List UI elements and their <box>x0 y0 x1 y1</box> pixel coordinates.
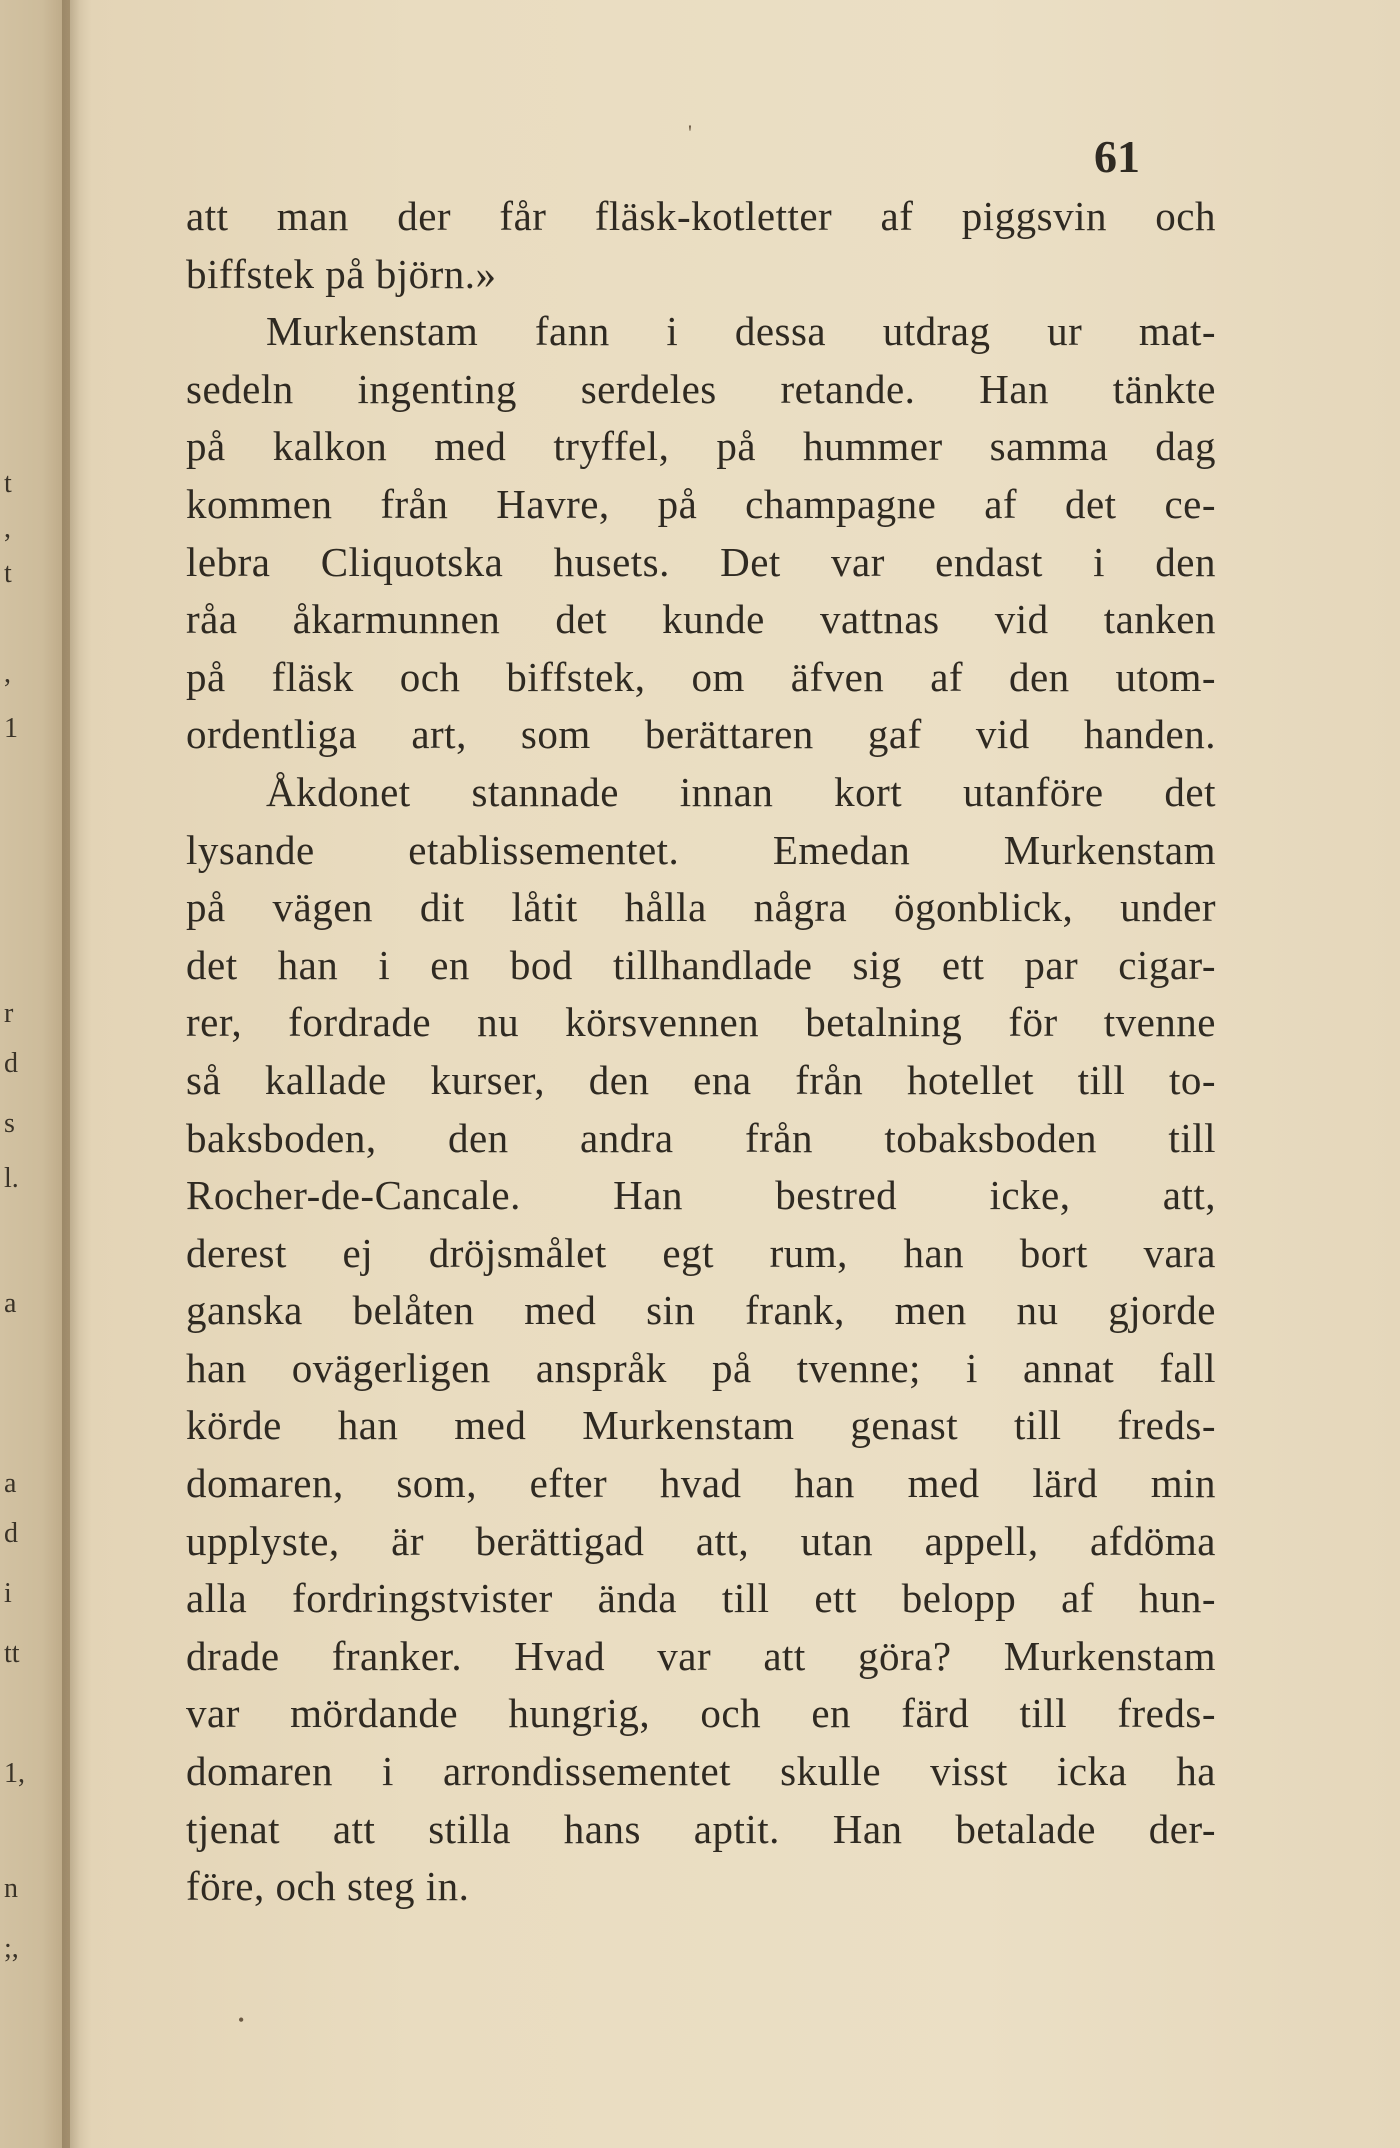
text-line: domaren i arrondissementet skulle visst icka ha <box>186 1748 1216 1795</box>
edge-fragment: t <box>4 558 12 589</box>
text-line: körde han med Murkenstam genast till freds- <box>186 1402 1216 1449</box>
edge-fragment: 1 <box>4 713 18 744</box>
text-line: Åkdonet stannade innan kort utanföre det <box>266 768 1216 815</box>
edge-fragment: s <box>4 1108 15 1139</box>
text-line: lysande etablissementet. Emedan Murkenstam <box>186 826 1216 873</box>
text-line: drade franker. Hvad var att göra? Murkenstam <box>186 1632 1216 1679</box>
edge-fragment: r <box>4 998 14 1029</box>
text-line: det han i en bod tillhandlade sig ett par cigar- <box>186 941 1216 988</box>
text-line: så kallade kurser, den ena från hotellet till to- <box>186 1056 1216 1103</box>
text-line: råa åkarmunnen det kunde vattnas vid tanken <box>186 596 1216 643</box>
text-line: han ovägerligen anspråk på tvenne; i annat fall <box>186 1344 1216 1391</box>
edge-fragment: d <box>4 1048 18 1079</box>
edge-fragment: i <box>4 1578 12 1609</box>
paper-speck: ' <box>688 120 692 145</box>
text-line: att man der får fläsk-kotletter af piggsvin och <box>186 193 1216 239</box>
edge-fragment: l. <box>4 1163 19 1194</box>
edge-fragment: t <box>4 468 12 499</box>
edge-fragment: n <box>4 1873 18 1904</box>
text-line: kommen från Havre, på champagne af det ce- <box>186 480 1216 527</box>
text-line: ganska belåten med sin frank, men nu gjorde <box>186 1287 1216 1334</box>
gutter-shadow <box>62 0 92 2148</box>
text-line: på vägen dit låtit hålla några ögonblick, under <box>186 884 1216 931</box>
edge-fragment: a <box>4 1288 17 1319</box>
text-line: Murkenstam fann i dessa utdrag ur mat- <box>266 308 1216 355</box>
text-line: på fläsk och biffstek, om äfven af den utom- <box>186 653 1216 700</box>
text-line: alla fordringstvister ända till ett belopp af hun- <box>186 1575 1216 1622</box>
text-line: domaren, som, efter hvad han med lärd min <box>186 1460 1216 1507</box>
text-line: ordentliga art, som berättaren gaf vid handen. <box>186 711 1216 758</box>
text-line: var mördande hungrig, och en färd till freds- <box>186 1690 1216 1737</box>
edge-fragment: tt <box>4 1638 20 1669</box>
text-line: Rocher-de-Cancale. Han bestred icke, att, <box>186 1172 1216 1219</box>
text-line: lebra Cliquotska husets. Det var endast i den <box>186 538 1216 585</box>
text-line: biffstek på björn.» <box>186 250 497 297</box>
text-line: upplyste, är berättigad att, utan appell, afdöma <box>186 1517 1216 1564</box>
text-line: på kalkon med tryffel, på hummer samma dag <box>186 423 1216 470</box>
text-line: sedeln ingenting serdeles retande. Han tänkte <box>186 365 1216 412</box>
text-line: tjenat att stilla hans aptit. Han betalade der- <box>186 1805 1216 1852</box>
text-line: rer, fordrade nu körsvennen betalning för tvenne <box>186 999 1216 1046</box>
text-line: baksboden, den andra från tobaksboden till <box>186 1114 1216 1161</box>
edge-fragment: 1, <box>4 1758 25 1789</box>
paper-speck: • <box>238 2010 245 2030</box>
edge-fragment: , <box>4 513 11 544</box>
edge-fragment: ;, <box>4 1933 19 1964</box>
text-line: före, och steg in. <box>186 1863 470 1910</box>
edge-fragment: , <box>4 658 11 689</box>
body-text <box>186 188 1216 1916</box>
page-number: 61 <box>1094 131 1140 182</box>
facing-page-edge <box>0 0 70 2148</box>
edge-fragment: d <box>4 1518 18 1549</box>
edge-fragment: a <box>4 1468 17 1499</box>
text-line: derest ej dröjsmålet egt rum, han bort vara <box>186 1229 1216 1276</box>
